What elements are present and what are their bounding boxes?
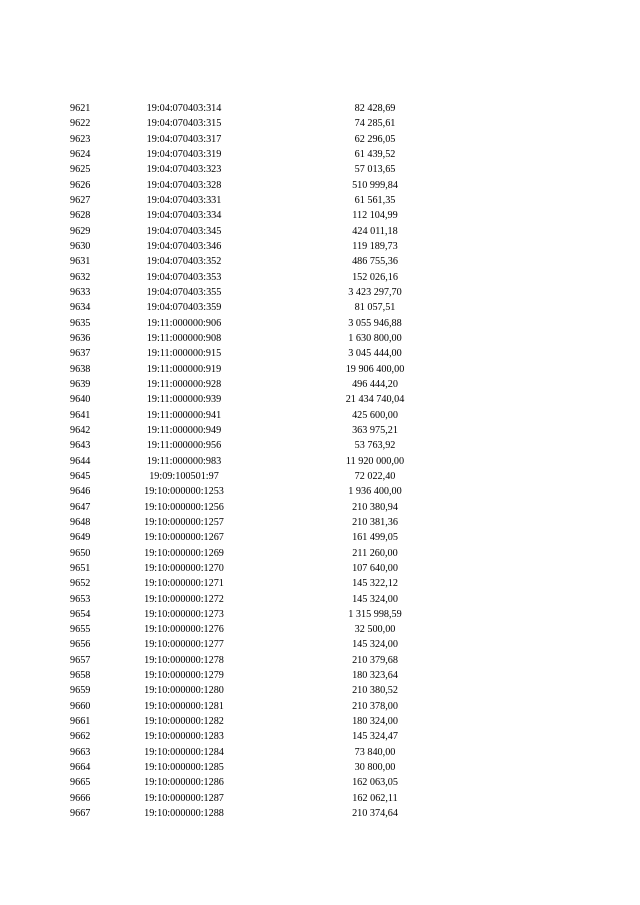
table-row xyxy=(0,668,640,683)
table-row xyxy=(0,699,640,714)
cadastral-code: 19:04:070403:346 xyxy=(146,240,222,252)
amount-value: 3 045 444,00 xyxy=(348,348,402,360)
cadastral-code: 19:10:000000:1267 xyxy=(144,532,224,544)
row-number: 9644 xyxy=(70,455,91,467)
cadastral-code: 19:10:000000:1281 xyxy=(144,700,224,712)
cadastral-code: 19:10:000000:1272 xyxy=(144,593,224,605)
row-number: 9650 xyxy=(70,547,91,559)
amount-value: 162 062,11 xyxy=(352,792,398,804)
table-row xyxy=(0,775,640,790)
row-number: 9625 xyxy=(70,164,91,176)
cadastral-code: 19:10:000000:1271 xyxy=(144,578,224,590)
cadastral-code: 19:10:000000:1273 xyxy=(144,608,224,620)
amount-value: 210 381,36 xyxy=(352,516,398,528)
amount-value: 61 561,35 xyxy=(354,194,396,206)
amount-value: 1 630 800,00 xyxy=(348,332,402,344)
amount-value: 145 324,00 xyxy=(352,639,398,651)
table-row xyxy=(0,438,640,453)
row-number: 9660 xyxy=(70,700,91,712)
row-number: 9647 xyxy=(70,501,91,513)
table-row xyxy=(0,270,640,285)
row-number: 9623 xyxy=(70,133,91,145)
row-number: 9656 xyxy=(70,639,91,651)
row-number: 9634 xyxy=(70,302,91,314)
cadastral-code: 19:10:000000:1277 xyxy=(144,639,224,651)
table-row xyxy=(0,622,640,637)
table-row xyxy=(0,791,640,806)
table-row xyxy=(0,408,640,423)
row-number: 9653 xyxy=(70,593,91,605)
cadastral-code: 19:11:000000:949 xyxy=(146,424,222,436)
cadastral-code: 19:10:000000:1279 xyxy=(144,670,224,682)
row-number: 9627 xyxy=(70,194,91,206)
cadastral-code: 19:11:000000:939 xyxy=(146,394,222,406)
table-row xyxy=(0,208,640,223)
table-row xyxy=(0,147,640,162)
table-row xyxy=(0,500,640,515)
cadastral-code: 19:04:070403:331 xyxy=(146,194,222,206)
table-row xyxy=(0,454,640,469)
row-number: 9664 xyxy=(70,762,91,774)
table-row xyxy=(0,316,640,331)
amount-value: 425 600,00 xyxy=(352,409,398,421)
row-number: 9663 xyxy=(70,746,91,758)
cadastral-code: 19:04:070403:352 xyxy=(146,256,222,268)
row-number: 9632 xyxy=(70,271,91,283)
row-number: 9659 xyxy=(70,685,91,697)
cadastral-code: 19:10:000000:1284 xyxy=(144,746,224,758)
cadastral-code: 19:04:070403:328 xyxy=(146,179,222,191)
row-number: 9630 xyxy=(70,240,91,252)
data-table xyxy=(0,101,640,821)
table-row xyxy=(0,637,640,652)
table-row xyxy=(0,362,640,377)
row-number: 9658 xyxy=(70,670,91,682)
table-row xyxy=(0,714,640,729)
table-row xyxy=(0,224,640,239)
row-number: 9655 xyxy=(70,624,91,636)
row-number: 9661 xyxy=(70,716,91,728)
cadastral-code: 19:10:000000:1253 xyxy=(144,486,224,498)
amount-value: 180 324,00 xyxy=(352,716,398,728)
row-number: 9641 xyxy=(70,409,91,421)
table-row xyxy=(0,729,640,744)
cadastral-code: 19:10:000000:1283 xyxy=(144,731,224,743)
amount-value: 496 444,20 xyxy=(352,378,398,390)
row-number: 9652 xyxy=(70,578,91,590)
cadastral-code: 19:11:000000:908 xyxy=(146,332,222,344)
cadastral-code: 19:04:070403:353 xyxy=(146,271,222,283)
amount-value: 210 378,00 xyxy=(352,700,398,712)
table-row xyxy=(0,653,640,668)
amount-value: 81 057,51 xyxy=(354,302,396,314)
table-row xyxy=(0,254,640,269)
table-row xyxy=(0,576,640,591)
table-row xyxy=(0,515,640,530)
amount-value: 486 755,36 xyxy=(352,256,398,268)
row-number: 9633 xyxy=(70,286,91,298)
row-number: 9643 xyxy=(70,440,91,452)
amount-value: 210 374,64 xyxy=(352,808,398,820)
table-row xyxy=(0,760,640,775)
row-number: 9621 xyxy=(70,103,91,114)
cadastral-code: 19:11:000000:919 xyxy=(146,363,222,375)
table-row xyxy=(0,331,640,346)
amount-value: 3 423 297,70 xyxy=(348,286,402,298)
cadastral-code: 19:04:070403:317 xyxy=(146,133,222,145)
table-row xyxy=(0,178,640,193)
table-row xyxy=(0,116,640,131)
row-number: 9645 xyxy=(70,470,91,482)
cadastral-code: 19:11:000000:941 xyxy=(146,409,222,421)
table-row xyxy=(0,162,640,177)
amount-value: 363 975,21 xyxy=(352,424,398,436)
amount-value: 1 936 400,00 xyxy=(348,486,402,498)
cadastral-code: 19:04:070403:323 xyxy=(146,164,222,176)
row-number: 9651 xyxy=(70,562,91,574)
cadastral-code: 19:09:100501:97 xyxy=(149,470,219,482)
cadastral-code: 19:10:000000:1280 xyxy=(144,685,224,697)
cadastral-code: 19:11:000000:956 xyxy=(146,440,222,452)
row-number: 9666 xyxy=(70,792,91,804)
row-number: 9642 xyxy=(70,424,91,436)
row-number: 9640 xyxy=(70,394,91,406)
amount-value: 30 800,00 xyxy=(354,762,396,774)
amount-value: 145 324,47 xyxy=(352,731,398,743)
amount-value: 510 999,84 xyxy=(352,179,398,191)
cadastral-code: 19:11:000000:928 xyxy=(146,378,222,390)
amount-value: 57 013,65 xyxy=(354,164,396,176)
cadastral-code: 19:10:000000:1287 xyxy=(144,792,224,804)
row-number: 9639 xyxy=(70,378,91,390)
cadastral-code: 19:10:000000:1276 xyxy=(144,624,224,636)
cadastral-code: 19:10:000000:1278 xyxy=(144,654,224,666)
amount-value: 72 022,40 xyxy=(354,470,396,482)
cadastral-code: 19:04:070403:345 xyxy=(146,225,222,237)
table-row xyxy=(0,300,640,315)
row-number: 9629 xyxy=(70,225,91,237)
table-row xyxy=(0,239,640,254)
table-row xyxy=(0,561,640,576)
cadastral-code: 19:10:000000:1269 xyxy=(144,547,224,559)
amount-value: 1 315 998,59 xyxy=(348,608,402,620)
row-number: 9635 xyxy=(70,317,91,329)
cadastral-code: 19:10:000000:1270 xyxy=(144,562,224,574)
amount-value: 210 379,68 xyxy=(352,654,398,666)
row-number: 9626 xyxy=(70,179,91,191)
table-row xyxy=(0,546,640,561)
table-row xyxy=(0,806,640,821)
amount-value: 21 434 740,04 xyxy=(345,394,405,406)
cadastral-code: 19:10:000000:1257 xyxy=(144,516,224,528)
table-row xyxy=(0,377,640,392)
table-row xyxy=(0,101,640,116)
table-row xyxy=(0,530,640,545)
amount-value: 119 189,73 xyxy=(352,240,398,252)
cadastral-code: 19:10:000000:1285 xyxy=(144,762,224,774)
row-number: 9631 xyxy=(70,256,91,268)
amount-value: 145 322,12 xyxy=(352,578,398,590)
amount-value: 210 380,52 xyxy=(352,685,398,697)
amount-value: 112 104,99 xyxy=(352,210,398,222)
cadastral-code: 19:10:000000:1256 xyxy=(144,501,224,513)
amount-value: 180 323,64 xyxy=(352,670,398,682)
amount-value: 211 260,00 xyxy=(352,547,398,559)
amount-value: 424 011,18 xyxy=(352,225,398,237)
cadastral-code: 19:04:070403:334 xyxy=(146,210,222,222)
amount-value: 145 324,00 xyxy=(352,593,398,605)
cadastral-code: 19:10:000000:1286 xyxy=(144,777,224,789)
row-number: 9649 xyxy=(70,532,91,544)
amount-value: 53 763,92 xyxy=(354,440,396,452)
amount-value: 210 380,94 xyxy=(352,501,398,513)
table-row xyxy=(0,607,640,622)
table-row xyxy=(0,392,640,407)
amount-value: 61 439,52 xyxy=(354,148,396,160)
table-row xyxy=(0,346,640,361)
amount-value: 107 640,00 xyxy=(352,562,398,574)
cadastral-code: 19:04:070403:355 xyxy=(146,286,222,298)
table-row xyxy=(0,683,640,698)
table-row xyxy=(0,484,640,499)
row-number: 9665 xyxy=(70,777,91,789)
row-number: 9637 xyxy=(70,348,91,360)
amount-value: 82 428,69 xyxy=(354,103,396,114)
cadastral-code: 19:04:070403:315 xyxy=(146,118,222,130)
amount-value: 19 906 400,00 xyxy=(345,363,405,375)
table-row xyxy=(0,745,640,760)
row-number: 9636 xyxy=(70,332,91,344)
table-row xyxy=(0,423,640,438)
amount-value: 152 026,16 xyxy=(352,271,398,283)
row-number: 9654 xyxy=(70,608,91,620)
amount-value: 3 055 946,88 xyxy=(348,317,402,329)
table-row xyxy=(0,285,640,300)
amount-value: 73 840,00 xyxy=(354,746,396,758)
amount-value: 11 920 000,00 xyxy=(345,455,405,467)
amount-value: 32 500,00 xyxy=(354,624,396,636)
cadastral-code: 19:11:000000:915 xyxy=(146,348,222,360)
cadastral-code: 19:04:070403:359 xyxy=(146,302,222,314)
cadastral-code: 19:10:000000:1288 xyxy=(144,808,224,820)
table-row xyxy=(0,469,640,484)
amount-value: 74 285,61 xyxy=(354,118,396,130)
table-row xyxy=(0,193,640,208)
cadastral-code: 19:11:000000:983 xyxy=(146,455,222,467)
table-row xyxy=(0,132,640,147)
row-number: 9638 xyxy=(70,363,91,375)
amount-value: 62 296,05 xyxy=(354,133,396,145)
amount-value: 161 499,05 xyxy=(352,532,398,544)
row-number: 9648 xyxy=(70,516,91,528)
row-number: 9667 xyxy=(70,808,91,820)
row-number: 9628 xyxy=(70,210,91,222)
row-number: 9622 xyxy=(70,118,91,130)
cadastral-code: 19:11:000000:906 xyxy=(146,317,222,329)
cadastral-code: 19:10:000000:1282 xyxy=(144,716,224,728)
cadastral-code: 19:04:070403:314 xyxy=(146,103,222,114)
amount-value: 162 063,05 xyxy=(352,777,398,789)
cadastral-code: 19:04:070403:319 xyxy=(146,148,222,160)
row-number: 9662 xyxy=(70,731,91,743)
row-number: 9657 xyxy=(70,654,91,666)
row-number: 9624 xyxy=(70,148,91,160)
table-row xyxy=(0,592,640,607)
row-number: 9646 xyxy=(70,486,91,498)
